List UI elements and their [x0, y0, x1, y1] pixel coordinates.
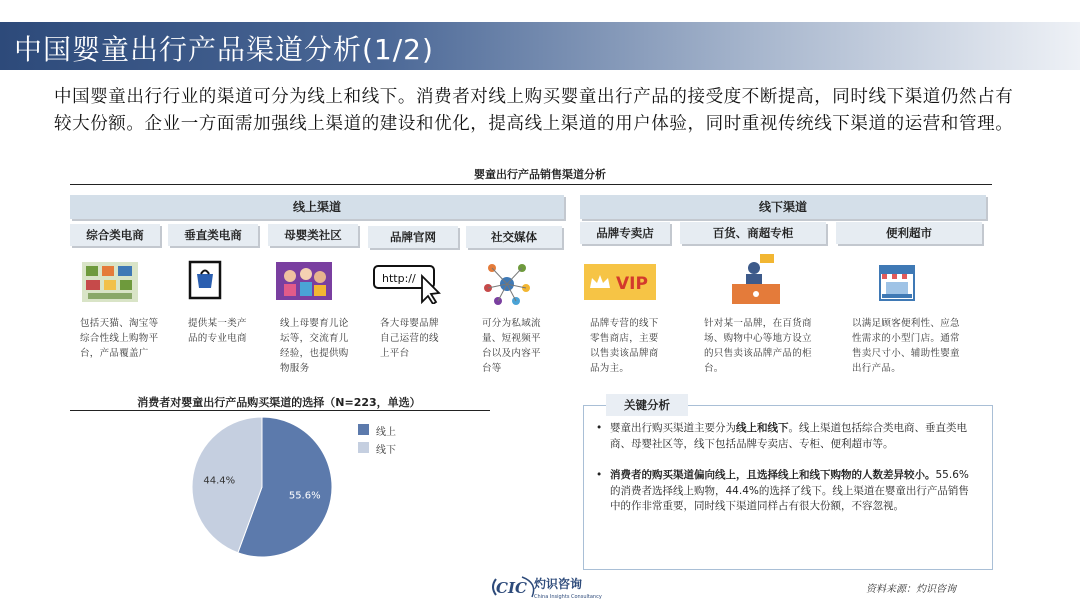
source-note: 资料来源：灼识咨询: [866, 584, 956, 595]
bullet-dot: •: [596, 422, 603, 434]
analysis-b1-pre: 婴童出行购买渠道主要分为: [610, 422, 736, 434]
analysis-b2-post: 55.6%的消费者选择线上购物，44.4%的选择了线下。线上渠道在婴童出行产品销售中的作非常重要，同时线下渠道同样占有很大份额，不容忽视。: [610, 469, 969, 512]
chart-title: 消费者对婴童出行产品购买渠道的选择（N=223，单选）: [137, 396, 421, 409]
cat-brand-website: 品牌官网: [368, 226, 458, 248]
intro-paragraph: 中国婴童出行行业的渠道可分为线上和线下。消费者对线上购买婴童出行产品的接受度不断提高，同时线下渠道仍然占有较大份额。企业一方面需加强线上渠道的建设和优化，提高线上渠道的用户体验，同时重视传统线下渠道的运营和管理。: [54, 87, 1014, 134]
channels-title: 婴童出行产品销售渠道分析: [474, 168, 606, 181]
page-title: 中国婴童出行产品渠道分析(1/2): [14, 33, 434, 66]
cat-brand-store: 品牌专卖店: [580, 222, 670, 244]
analysis-bullet-2: [596, 468, 976, 558]
cat-maternal-community: 母婴类社区: [268, 224, 358, 246]
http-text: http://: [382, 272, 416, 285]
online-band: 线上渠道: [70, 195, 564, 219]
analysis-b2-bold: 消费者的购买渠道偏向线上，且选择线上和线下购物的人数差异较小。: [610, 469, 936, 481]
offline-band: 线下渠道: [580, 195, 986, 219]
logo-cn: 灼识咨询: [534, 577, 583, 591]
bullet-dot: •: [596, 469, 603, 481]
cat-convenience-store: 便利超市: [836, 222, 982, 244]
legend-swatch-online: [358, 424, 369, 435]
analysis-title: 关键分析: [606, 394, 688, 416]
logo-en: China Insights Consultancy: [534, 594, 602, 600]
cat-vertical-ecommerce: 垂直类电商: [168, 224, 258, 246]
desc-brand-website: 各大母婴品牌自己运营的线上平台: [380, 318, 439, 359]
pie-label-online: 55.6%: [288, 490, 321, 502]
cat-social-media: 社交媒体: [466, 226, 562, 248]
desc-brand-store: 品牌专营的线下零售商店，主要以售卖该品牌商品为主。: [590, 318, 659, 374]
analysis-b1-post: 。线上渠道包括综合类电商、垂直类电商、母婴社区等，线下包括品牌专卖店、专柜、便利超市等。: [610, 422, 967, 450]
analysis-b1-bold: 线上和线下: [736, 422, 789, 434]
legend-label-offline: 线下: [376, 445, 396, 456]
cat-general-ecommerce: 综合类电商: [70, 224, 160, 246]
logo-mark: CIC: [496, 579, 527, 597]
desc-maternal-community: 线上母婴育儿论坛等，交流育儿经验，也提供购物服务: [280, 318, 349, 374]
desc-department-counter: 针对某一品牌，在百货商场、购物中心等地方设立的只售卖该品牌产品的柜台。: [704, 318, 812, 374]
legend-swatch-offline: [358, 442, 369, 453]
cat-department-counter: 百货、商超专柜: [680, 222, 826, 244]
pie-label-offline: 44.4%: [203, 475, 236, 487]
vip-text: VIP: [616, 274, 648, 294]
legend-label-online: 线上: [376, 427, 396, 438]
desc-general-ecommerce: 包括天猫、淘宝等综合性线上购物平台，产品覆盖广: [80, 318, 159, 359]
analysis-bullet-1: [596, 421, 976, 467]
cic-logo: [492, 573, 622, 601]
desc-convenience-store: 以满足顾客便利性、应急性需求的小型门店。通常售卖尺寸小、辅助性婴童出行产品。: [852, 318, 960, 374]
desc-social-media: 可分为私域流量、短视频平台以及内容平台等: [482, 318, 541, 374]
desc-vertical-ecommerce: 提供某一类产品的专业电商: [188, 318, 247, 344]
